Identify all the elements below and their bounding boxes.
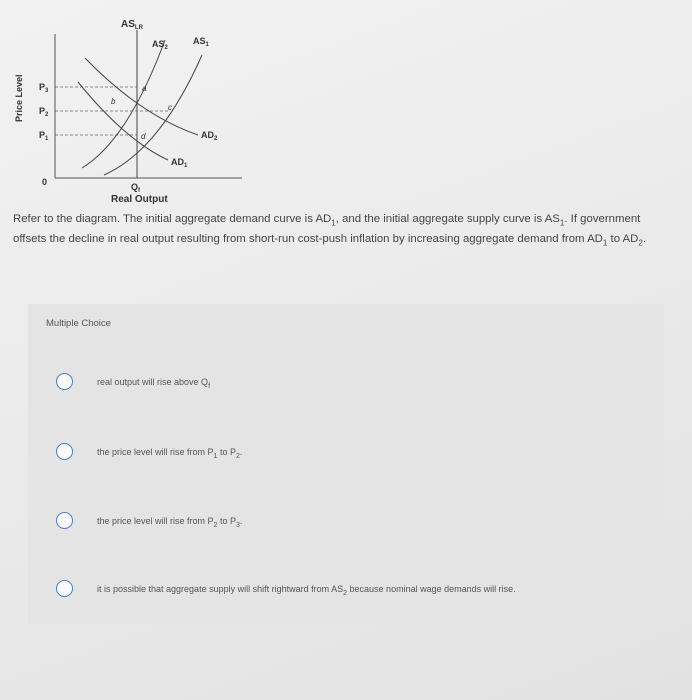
origin-label: 0: [42, 177, 48, 187]
y-axis-title: Price Level: [14, 74, 24, 122]
p2-label: $P_2$: [39, 106, 49, 118]
ad1-label: $AD_1$: [171, 157, 188, 169]
p3-label: $P_3$: [39, 82, 49, 94]
p1-label: $P_1$: [39, 130, 49, 142]
option-label[interactable]: it is possible that aggregate supply will shift rightward from $AS_2$ because nominal wage demands will rise.: [97, 584, 516, 597]
as1-label: $AS_1$: [193, 36, 209, 48]
point-a: a: [142, 84, 147, 93]
option-label[interactable]: real output will rise above $Q_f$: [97, 377, 211, 390]
as2-curve: [82, 40, 165, 168]
ad2-label: $AD_2$: [201, 130, 218, 142]
radio-button[interactable]: [56, 443, 73, 460]
x-axis-title: Real Output: [111, 194, 168, 205]
radio-button[interactable]: [56, 580, 73, 597]
multiple-choice-panel: [28, 304, 664, 624]
point-b: b: [111, 97, 116, 106]
as2-label: $AS_2$: [152, 39, 168, 51]
ad1-curve: [78, 82, 168, 160]
radio-button[interactable]: [56, 373, 73, 390]
option-label[interactable]: the price level will rise from $P_2$ to $P_3$.: [97, 516, 243, 529]
aslr-label: $AS_{LR}$: [121, 19, 143, 31]
option-label[interactable]: the price level will rise from $P_1$ to $P_2$.: [97, 447, 243, 460]
multiple-choice-title: Multiple Choice: [46, 318, 111, 329]
as1-curve: [104, 55, 202, 175]
qf-label: $Q_f$: [131, 182, 141, 194]
as-ad-diagram: [0, 0, 250, 210]
point-c: c: [168, 103, 172, 112]
question-text: Refer to the diagram. The initial aggregate demand curve is $AD_1$, and the initial aggregate supply curve is $AS_1$. If government offsets the decline in real output resulting from short-run cost-push inflation by increasing aggregate demand from $AD_1$ to $AD_2$.: [13, 213, 647, 248]
point-d: d: [141, 132, 146, 141]
radio-button[interactable]: [56, 512, 73, 529]
